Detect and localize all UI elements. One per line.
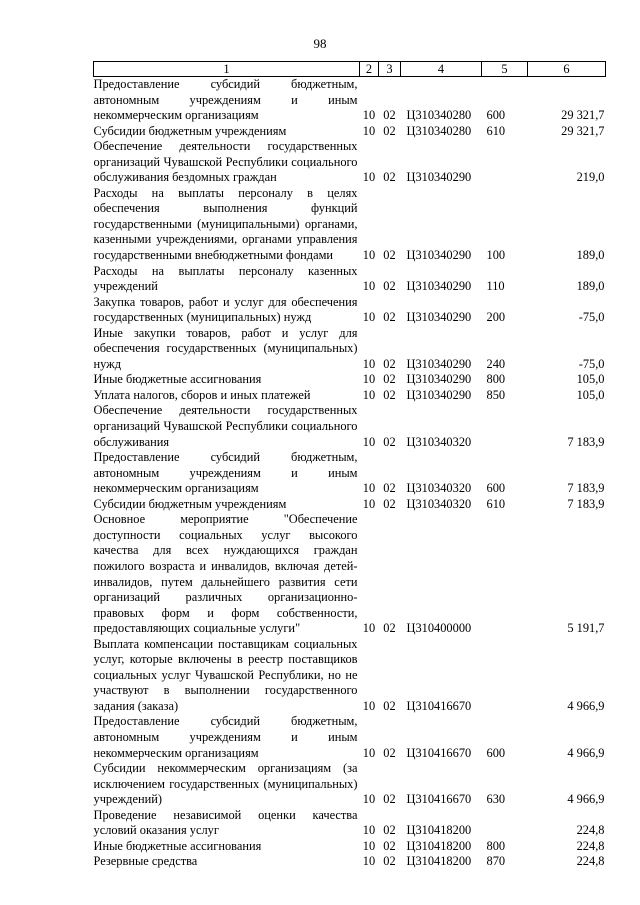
row-expense-type: 110 bbox=[486, 279, 505, 294]
row-subsection: 02 bbox=[383, 372, 396, 387]
row-amount: 4 966,9 bbox=[567, 745, 605, 760]
col-header-3: 3 bbox=[379, 62, 401, 77]
row-target-article: Ц310418200 bbox=[406, 838, 472, 853]
row-target-article: Ц310340280 bbox=[406, 108, 472, 123]
row-amount: 4 966,9 bbox=[567, 792, 605, 807]
column-number-row bbox=[94, 62, 606, 77]
row-section: 10 bbox=[362, 372, 376, 387]
row-name: Предоставление субсидий бюджетным, автономным учреждениям и иным некоммерческим организациям bbox=[93, 77, 358, 123]
table-row bbox=[94, 326, 606, 373]
row-target-article: Ц310400000 bbox=[406, 621, 472, 636]
row-amount: -75,0 bbox=[578, 356, 605, 371]
table-row bbox=[94, 139, 606, 186]
table-row bbox=[94, 808, 606, 839]
row-target-article: Ц310340290 bbox=[406, 248, 472, 263]
row-target-article: Ц310340290 bbox=[406, 170, 472, 185]
row-target-article: Ц310418200 bbox=[406, 854, 472, 869]
row-name: Основное мероприятие "Обеспечение доступности социальных услуг высокого качества для всех нуждающихся граждан пожилого возраста и инвалидов, включая детей-инвалидов, путем дальнейшего развития сети организаций различных организационно-правовых форм и форм собственности, предоставляющих социальные услуги" bbox=[93, 512, 358, 636]
row-name: Резервные средства bbox=[93, 854, 198, 869]
row-amount: 29 321,7 bbox=[561, 108, 605, 123]
row-section: 10 bbox=[362, 108, 376, 123]
row-section: 10 bbox=[362, 310, 376, 325]
row-amount: 105,0 bbox=[576, 387, 605, 402]
row-name: Выплата компенсации поставщикам социальных услуг, которые включены в реестр поставщиков социальных услуг Чувашской Республики, но не участвуют в выполнении государственного задания (заказа) bbox=[93, 636, 358, 713]
table-row bbox=[94, 854, 606, 870]
row-expense-type bbox=[482, 403, 528, 450]
table-row bbox=[94, 186, 606, 264]
table-row bbox=[94, 450, 606, 497]
row-section: 10 bbox=[362, 854, 376, 869]
row-subsection: 02 bbox=[383, 698, 396, 713]
row-section: 10 bbox=[362, 823, 376, 838]
row-amount: 29 321,7 bbox=[561, 123, 605, 138]
row-expense-type: 200 bbox=[486, 310, 506, 325]
row-expense-type: 600 bbox=[486, 108, 506, 123]
row-section: 10 bbox=[362, 838, 376, 853]
col-header-1: 1 bbox=[94, 62, 360, 77]
table-row bbox=[94, 264, 606, 295]
row-amount: 224,8 bbox=[576, 854, 605, 869]
row-amount: 189,0 bbox=[576, 279, 605, 294]
row-name: Уплата налогов, сборов и иных платежей bbox=[93, 387, 311, 402]
row-expense-type: 630 bbox=[486, 792, 506, 807]
row-subsection: 02 bbox=[383, 108, 396, 123]
row-amount: 5 191,7 bbox=[567, 621, 605, 636]
row-name: Субсидии бюджетным учреждениям bbox=[93, 123, 287, 138]
row-expense-type bbox=[482, 637, 528, 715]
row-name: Иные бюджетные ассигнования bbox=[93, 838, 262, 853]
row-target-article: Ц310418200 bbox=[406, 823, 472, 838]
row-section: 10 bbox=[362, 434, 376, 449]
row-subsection: 02 bbox=[383, 745, 396, 760]
table-row bbox=[94, 403, 606, 450]
row-target-article: Ц310416670 bbox=[406, 792, 472, 807]
row-name: Предоставление субсидий бюджетным, автономным учреждениям и иным некоммерческим организациям bbox=[93, 714, 358, 760]
row-target-article: Ц310340320 bbox=[406, 496, 472, 511]
col-header-4: 4 bbox=[401, 62, 482, 77]
row-section: 10 bbox=[362, 481, 376, 496]
row-target-article: Ц310340290 bbox=[406, 387, 472, 402]
row-name: Иные бюджетные ассигнования bbox=[93, 372, 262, 387]
table-row bbox=[94, 295, 606, 326]
row-subsection: 02 bbox=[383, 621, 396, 636]
row-subsection: 02 bbox=[383, 170, 396, 185]
row-name: Субсидии некоммерческим организациям (за исключением государственных (муниципальных) учреждений) bbox=[93, 761, 358, 807]
row-subsection: 02 bbox=[383, 496, 396, 511]
row-section: 10 bbox=[362, 123, 376, 138]
budget-table-container bbox=[93, 61, 605, 870]
table-body bbox=[94, 77, 606, 870]
row-target-article: Ц310340320 bbox=[406, 481, 472, 496]
row-expense-type: 600 bbox=[486, 745, 506, 760]
table-row bbox=[94, 637, 606, 715]
row-expense-type bbox=[482, 808, 528, 839]
col-header-2: 2 bbox=[360, 62, 379, 77]
row-subsection: 02 bbox=[383, 279, 396, 294]
budget-table bbox=[93, 61, 606, 870]
row-subsection: 02 bbox=[383, 792, 396, 807]
row-section: 10 bbox=[362, 279, 376, 294]
row-section: 10 bbox=[362, 170, 376, 185]
page-number: 98 bbox=[313, 36, 327, 51]
row-amount: 219,0 bbox=[576, 170, 605, 185]
row-expense-type: 100 bbox=[486, 248, 506, 263]
table-row bbox=[94, 714, 606, 761]
row-name: Закупка товаров, работ и услуг для обеспечения государственных (муниципальных) нужд bbox=[93, 294, 358, 325]
row-subsection: 02 bbox=[383, 123, 396, 138]
row-expense-type: 870 bbox=[486, 854, 506, 869]
row-subsection: 02 bbox=[383, 838, 396, 853]
row-section: 10 bbox=[362, 387, 376, 402]
row-subsection: 02 bbox=[383, 434, 396, 449]
row-target-article: Ц310340280 bbox=[406, 123, 472, 138]
table-row bbox=[94, 388, 606, 404]
row-amount: 105,0 bbox=[576, 372, 605, 387]
row-subsection: 02 bbox=[383, 248, 396, 263]
row-subsection: 02 bbox=[383, 310, 396, 325]
row-name: Расходы на выплаты персоналу в целях обеспечения выполнения функций государственными (муниципальными) органами, казенными учреждениями, органами управления государственными внебюджетными фондами bbox=[93, 185, 358, 263]
row-name: Обеспечение деятельности государственных организаций Чувашской Республики социального обслуживания bbox=[93, 403, 358, 449]
row-target-article: Ц310340320 bbox=[406, 434, 472, 449]
row-section: 10 bbox=[362, 248, 376, 263]
row-expense-type: 610 bbox=[486, 123, 506, 138]
row-amount: 7 183,9 bbox=[567, 481, 605, 496]
col-header-6: 6 bbox=[528, 62, 606, 77]
row-expense-type: 610 bbox=[486, 496, 506, 511]
table-row bbox=[94, 372, 606, 388]
table-row bbox=[94, 839, 606, 855]
row-name: Обеспечение деятельности государственных организаций Чувашской Республики социального обслуживания бездомных граждан bbox=[93, 139, 358, 185]
row-name: Предоставление субсидий бюджетным, автономным учреждениям и иным некоммерческим организациям bbox=[93, 450, 358, 496]
table-row bbox=[94, 761, 606, 808]
row-name: Расходы на выплаты персоналу казенных учреждений bbox=[93, 263, 358, 294]
row-target-article: Ц310416670 bbox=[406, 698, 472, 713]
row-section: 10 bbox=[362, 621, 376, 636]
row-subsection: 02 bbox=[383, 823, 396, 838]
row-expense-type: 240 bbox=[486, 356, 506, 371]
row-section: 10 bbox=[362, 356, 376, 371]
table-header bbox=[94, 62, 606, 77]
table-row bbox=[94, 124, 606, 140]
row-amount: 224,8 bbox=[576, 823, 605, 838]
row-expense-type: 600 bbox=[486, 481, 506, 496]
row-expense-type: 850 bbox=[486, 387, 506, 402]
table-row bbox=[94, 512, 606, 636]
row-target-article: Ц310340290 bbox=[406, 356, 472, 371]
row-amount: -75,0 bbox=[578, 310, 605, 325]
row-name: Иные закупки товаров, работ и услуг для обеспечения государственных (муниципальных) нужд bbox=[93, 325, 358, 371]
row-amount: 189,0 bbox=[576, 248, 605, 263]
row-name: Проведение независимой оценки качества условий оказания услуг bbox=[93, 807, 358, 838]
row-section: 10 bbox=[362, 792, 376, 807]
row-subsection: 02 bbox=[383, 387, 396, 402]
row-amount: 224,8 bbox=[576, 838, 605, 853]
row-target-article: Ц310340290 bbox=[406, 279, 472, 294]
row-expense-type bbox=[482, 512, 528, 636]
row-name: Субсидии бюджетным учреждениям bbox=[93, 496, 287, 511]
row-amount: 4 966,9 bbox=[567, 698, 605, 713]
row-target-article: Ц310416670 bbox=[406, 745, 472, 760]
table-row bbox=[94, 497, 606, 513]
row-section: 10 bbox=[362, 698, 376, 713]
table-row bbox=[94, 77, 606, 124]
row-subsection: 02 bbox=[383, 854, 396, 869]
row-section: 10 bbox=[362, 496, 376, 511]
row-subsection: 02 bbox=[383, 481, 396, 496]
row-expense-type: 800 bbox=[486, 372, 506, 387]
row-target-article: Ц310340290 bbox=[406, 372, 472, 387]
col-header-5: 5 bbox=[482, 62, 528, 77]
row-expense-type: 800 bbox=[486, 838, 506, 853]
row-amount: 7 183,9 bbox=[567, 496, 605, 511]
row-expense-type bbox=[482, 139, 528, 186]
row-amount: 7 183,9 bbox=[567, 434, 605, 449]
row-section: 10 bbox=[362, 745, 376, 760]
row-subsection: 02 bbox=[383, 356, 396, 371]
row-target-article: Ц310340290 bbox=[406, 310, 472, 325]
